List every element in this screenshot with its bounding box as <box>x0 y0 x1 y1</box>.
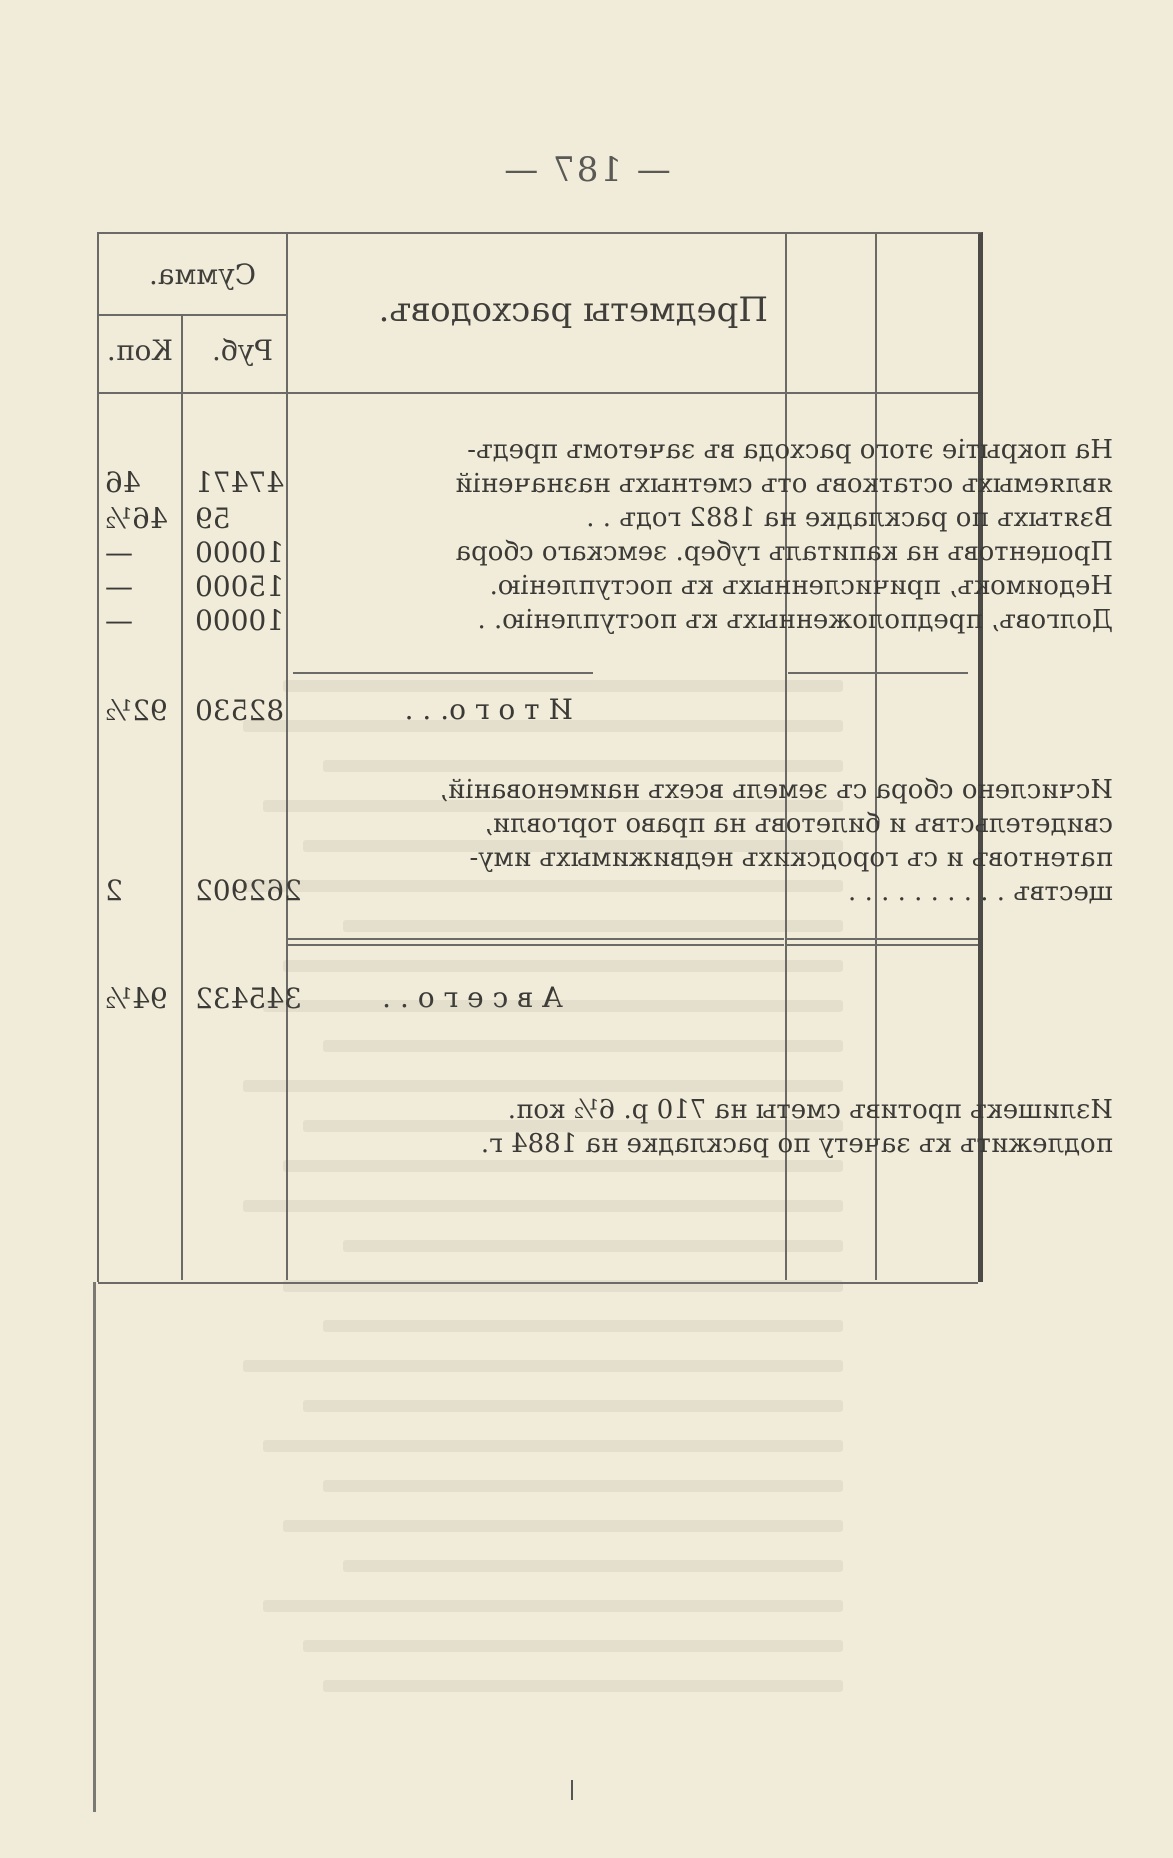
total-rule-nums-b <box>787 944 978 946</box>
row-3-kop: — <box>105 570 133 603</box>
row-0-kop: 46 <box>105 466 141 499</box>
ledger-table <box>97 232 1113 1282</box>
total-rub: 345432 <box>195 982 302 1015</box>
col-rule-sum <box>286 234 288 1280</box>
header-kop: Коп. <box>106 334 173 367</box>
row-0-rub: 47471 <box>195 466 285 499</box>
row-0-line-0: На покрытіе этого расхода въ зачетомъ предъ- <box>467 435 1113 465</box>
row-1-rub: 59 <box>195 502 231 535</box>
note-line-1: подлежитъ къ зачету по раскладке на 1884 г. <box>480 1129 1113 1159</box>
total-kop: 94½ <box>105 982 168 1015</box>
row-2-kop: — <box>105 536 133 569</box>
levy-line-0: Исчислено сбора съ земель всехъ наименованій, <box>439 775 1113 805</box>
total-rule-text-b <box>288 944 784 946</box>
row-1-kop: 46½ <box>105 502 168 535</box>
row-4-kop: — <box>105 604 133 637</box>
col-rule-sum-split <box>181 314 183 1280</box>
row-4-line-0: Долговъ, предположенныхъ къ поступленію. . <box>477 605 1113 635</box>
sum-header-split-rule <box>97 314 286 316</box>
row-3-rub: 15000 <box>195 570 285 603</box>
row-1-line-0: Взятыхъ по раскладке на 1882 годъ . . <box>586 503 1113 533</box>
note-line-0: Излишекъ противъ сметы на 710 р. 6½ коп. <box>507 1095 1113 1125</box>
row-2-line-0: Процентовъ на капиталъ губер. земскаго сбора <box>455 537 1113 567</box>
row-4-rub: 10000 <box>195 604 285 637</box>
page-number: — 187 — <box>502 150 671 190</box>
row-0-line-1: являемыхъ остатковъ отъ сметныхъ назначеній <box>455 469 1113 499</box>
levy-line-3: ществъ . . . . . . . . . . <box>848 877 1113 907</box>
binding-edge <box>93 1282 96 1812</box>
total-rule-text-a <box>288 938 784 940</box>
lower-rule <box>98 1282 978 1284</box>
levy-line-2: патентовъ и съ городскихъ недвижимыхъ иму- <box>469 843 1113 873</box>
total-label: А в с е г о . . <box>382 981 563 1014</box>
subtotal-rule-text <box>293 672 593 674</box>
page-tick <box>571 1780 573 1800</box>
levy-rub: 262902 <box>195 874 302 907</box>
subtotal-label: И т о г о. . . <box>404 693 573 726</box>
header-subject: Предметы расходовъ. <box>378 290 768 330</box>
row-3-line-0: Недоимокъ, причисленныхъ къ поступленію. <box>489 571 1113 601</box>
subtotal-kop: 92½ <box>105 694 168 727</box>
header-sum: Сумма. <box>148 258 256 291</box>
subtotal-rule-nums <box>788 672 968 674</box>
levy-kop: 2 <box>105 874 123 907</box>
subtotal-rub: 82530 <box>195 694 285 727</box>
header-bottom-rule <box>97 392 978 394</box>
levy-line-1: свидетельствъ и билетовъ на право торговли, <box>484 809 1113 839</box>
row-2-rub: 10000 <box>195 536 285 569</box>
total-rule-nums-a <box>787 938 978 940</box>
header-rub: Руб. <box>211 334 273 367</box>
